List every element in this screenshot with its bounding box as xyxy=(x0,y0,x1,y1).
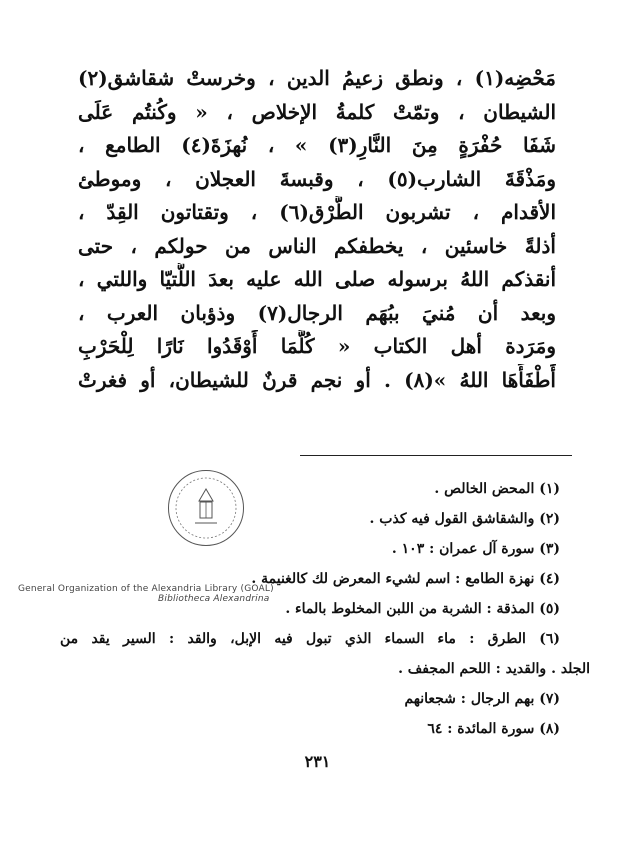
main-text-line: أنقذكم اللهُ برسوله صلى الله عليه بعدَ اللُّتيّا واللتي ، xyxy=(78,267,556,291)
footnote: (٢) والشقاشق القول فيه كذب . xyxy=(369,511,560,527)
main-text-line: الأقدام ، تشربون الطَّرْق(٦) ، وتقتاتون القِدّ ، xyxy=(78,200,556,224)
main-text-line: شَفَا حُفْرَةٍ مِنَ النَّارِ(٣) » ، نُهزَةَ(٤) الطامع ، xyxy=(78,133,556,157)
footnote: (٨) سورة المائدة : ٦٤ xyxy=(427,721,560,737)
footnote-divider xyxy=(300,455,572,456)
footnotes-block xyxy=(60,474,590,744)
watermark-line: Bibliotheca Alexandrina xyxy=(158,594,270,604)
watermark-line: General Organization of the Alexandria Library (GOAL) xyxy=(18,584,274,594)
main-text-line: أذلةً خاسئين ، يخطفكم الناس من حولكم ، حتى xyxy=(78,233,556,258)
footnote: (٣) سورة آل عمران : ١٠٣ . xyxy=(391,541,560,557)
main-text-line: ومَذْقَةَ الشارب(٥) ، وقبسةَ العجلان ، وموطئ xyxy=(78,166,556,191)
main-text-block xyxy=(78,62,556,397)
footnote: (٧) بهم الرجال : شجعانهم xyxy=(404,691,560,707)
footnote-continuation: الجلد . والقديد : اللحم المجفف . xyxy=(398,661,590,677)
footnote: (٦) الطرق : ماء السماء الذي تبول فيه الإبل، والقد : السير يقد من xyxy=(60,631,560,647)
main-text-line: وبعد أن مُنيَ ببُهَم الرجال(٧) وذؤبان العرب ، xyxy=(78,300,556,325)
footnote: (٤) نهزة الطامع : اسم لشيء المعرض لك كالغنيمة . xyxy=(251,571,560,587)
main-text-line: الشيطان ، وتمّتْ كلمةُ الإخلاص ، « وكُنتُم عَلَى xyxy=(78,99,556,124)
footnote: (١) المحض الخالص . xyxy=(434,481,560,497)
main-text-line: أَطْفَأَهَا اللهُ »(٨) . أو نجم قرنٌ للشيطان، أو فغرتْ xyxy=(78,367,556,392)
main-text-line: ومَرَدة أهل الكتاب « كُلَّمَا أَوْقَدُوا نَارًا لِلْحَرْبِ xyxy=(78,334,556,358)
footnote: (٥) المذقة : الشربة من اللبن المخلوط بالماء . xyxy=(285,601,560,617)
main-text-line: مَحْضِه(١) ، ونطق زعيمُ الدين ، وخرستْ شقاشق(٢) xyxy=(78,66,556,90)
page-number: ٢٣١ xyxy=(304,752,331,771)
